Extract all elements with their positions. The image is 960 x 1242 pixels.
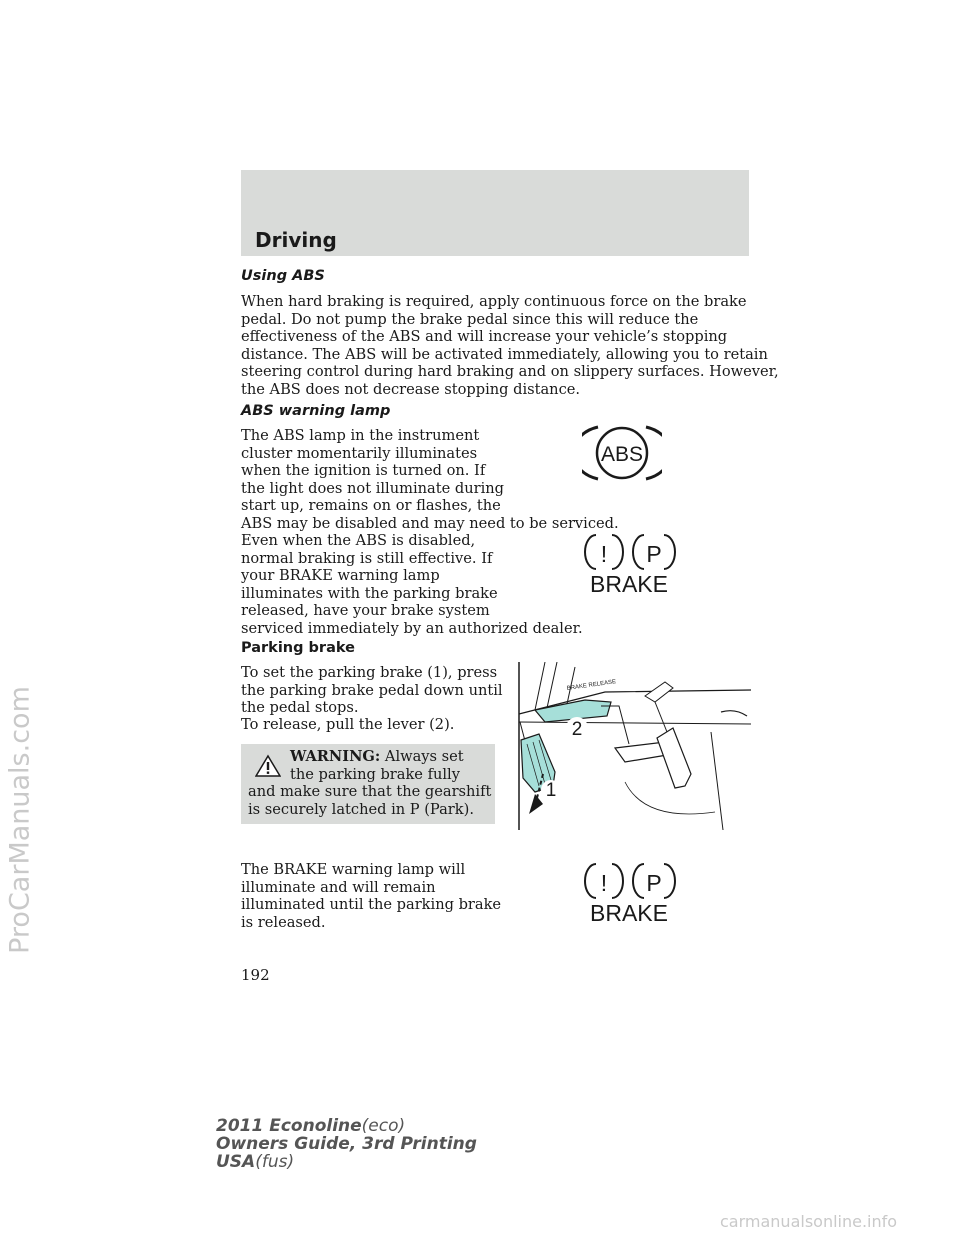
text-line: illuminate and will remain: [241, 878, 436, 896]
callout-1: 1: [545, 780, 557, 801]
abs-warning-icon: [582, 422, 662, 484]
text-line: serviced immediately by an authorized dealer.: [241, 619, 583, 637]
text-line: cluster momentarily illuminates: [241, 444, 478, 462]
footer-model-code: (eco): [361, 1116, 406, 1136]
text-line: The ABS lamp in the instrument: [241, 427, 480, 444]
footer-block: [216, 1117, 477, 1171]
abs-disabled-paragraph: [241, 532, 583, 637]
abs-lamp-paragraph: [241, 427, 619, 532]
warning-box: [241, 744, 495, 824]
text-line: effectiveness of the ABS and will increase your vehicle’s stopping: [241, 328, 728, 345]
footer-guide: Owners Guide, 3rd Printing: [216, 1134, 477, 1154]
text-line: the ABS does not decrease stopping distance.: [241, 380, 581, 398]
text-line: distance. The ABS will be activated immediately, allowing you to retain: [241, 345, 768, 363]
brake-word: BRAKE: [590, 571, 668, 594]
warning-label: WARNING:: [290, 748, 381, 765]
press-arrow-icon: [529, 794, 543, 814]
text-line: the light does not illuminate during: [241, 479, 504, 497]
brake-lamp-paragraph: [241, 861, 501, 931]
text-line: The BRAKE warning lamp will: [241, 861, 466, 878]
text-line: When hard braking is required, apply continuous force on the brake: [241, 293, 747, 310]
accelerator-pedal: [657, 728, 691, 788]
p-letter: P: [646, 541, 662, 567]
footer-model: 2011 Econoline: [216, 1116, 362, 1136]
lever-label: BRAKE RELEASE: [566, 679, 617, 692]
footer-region-code: (fus): [255, 1152, 295, 1172]
text-line: released, have your brake system: [241, 602, 490, 619]
using-abs-paragraph: [241, 293, 779, 398]
page-number: 192: [241, 966, 270, 984]
abs-lamp-heading: ABS warning lamp: [241, 403, 391, 419]
text-line: is released.: [241, 913, 326, 931]
footer-line-1: [216, 1117, 477, 1135]
side-watermark: [0, 0, 40, 1242]
text-line: illuminated until the parking brake: [241, 896, 502, 913]
parking-release-paragraph: To release, pull the lever (2).: [241, 716, 455, 733]
using-abs-heading: Using ABS: [241, 268, 325, 284]
exclamation-icon: !: [600, 870, 608, 896]
text-line: normal braking is still effective. If: [241, 549, 493, 567]
parking-set-paragraph: [241, 664, 503, 717]
text-line: Even when the ABS is disabled,: [241, 532, 476, 549]
text-line: the pedal stops.: [241, 699, 359, 716]
side-watermark-text: ProCarManuals.com: [4, 686, 36, 954]
warning-text: [248, 748, 492, 818]
text-line: when the ignition is turned on. If: [241, 462, 486, 479]
p-letter: P: [646, 870, 662, 896]
bottom-watermark: carmanualsonline.info: [720, 1212, 898, 1231]
section-header-band: [241, 170, 749, 256]
text-line: To set the parking brake (1), press: [241, 664, 498, 681]
parking-brake-illustration: [515, 662, 751, 830]
brake-warning-icon: [582, 532, 682, 594]
abs-icon-label: ABS: [600, 443, 644, 466]
text-line: the parking brake pedal down until: [241, 681, 503, 699]
text-line: steering control during hard braking and on slippery surfaces. However,: [241, 363, 779, 380]
text-line: your BRAKE warning lamp: [241, 567, 440, 584]
footer-line-3: [216, 1153, 477, 1171]
text-line: ABS may be disabled and may need to be serviced.: [241, 514, 619, 532]
footer-region: USA: [216, 1152, 256, 1172]
brake-warning-icon-2: [582, 861, 682, 923]
warning-body: Always set the parking brake fully and make sure that the gearshift is securely latched in P (Park).: [248, 748, 492, 818]
brake-word: BRAKE: [590, 900, 668, 923]
text-line: pedal. Do not pump the brake pedal since this will reduce the: [241, 310, 699, 328]
callout-2: 2: [571, 719, 583, 740]
text-line: illuminates with the parking brake: [241, 584, 498, 602]
text-line: start up, remains on or flashes, the: [241, 497, 501, 514]
parking-brake-heading: Parking brake: [241, 640, 355, 656]
section-title: Driving: [255, 228, 337, 252]
exclamation-icon: !: [600, 541, 608, 567]
